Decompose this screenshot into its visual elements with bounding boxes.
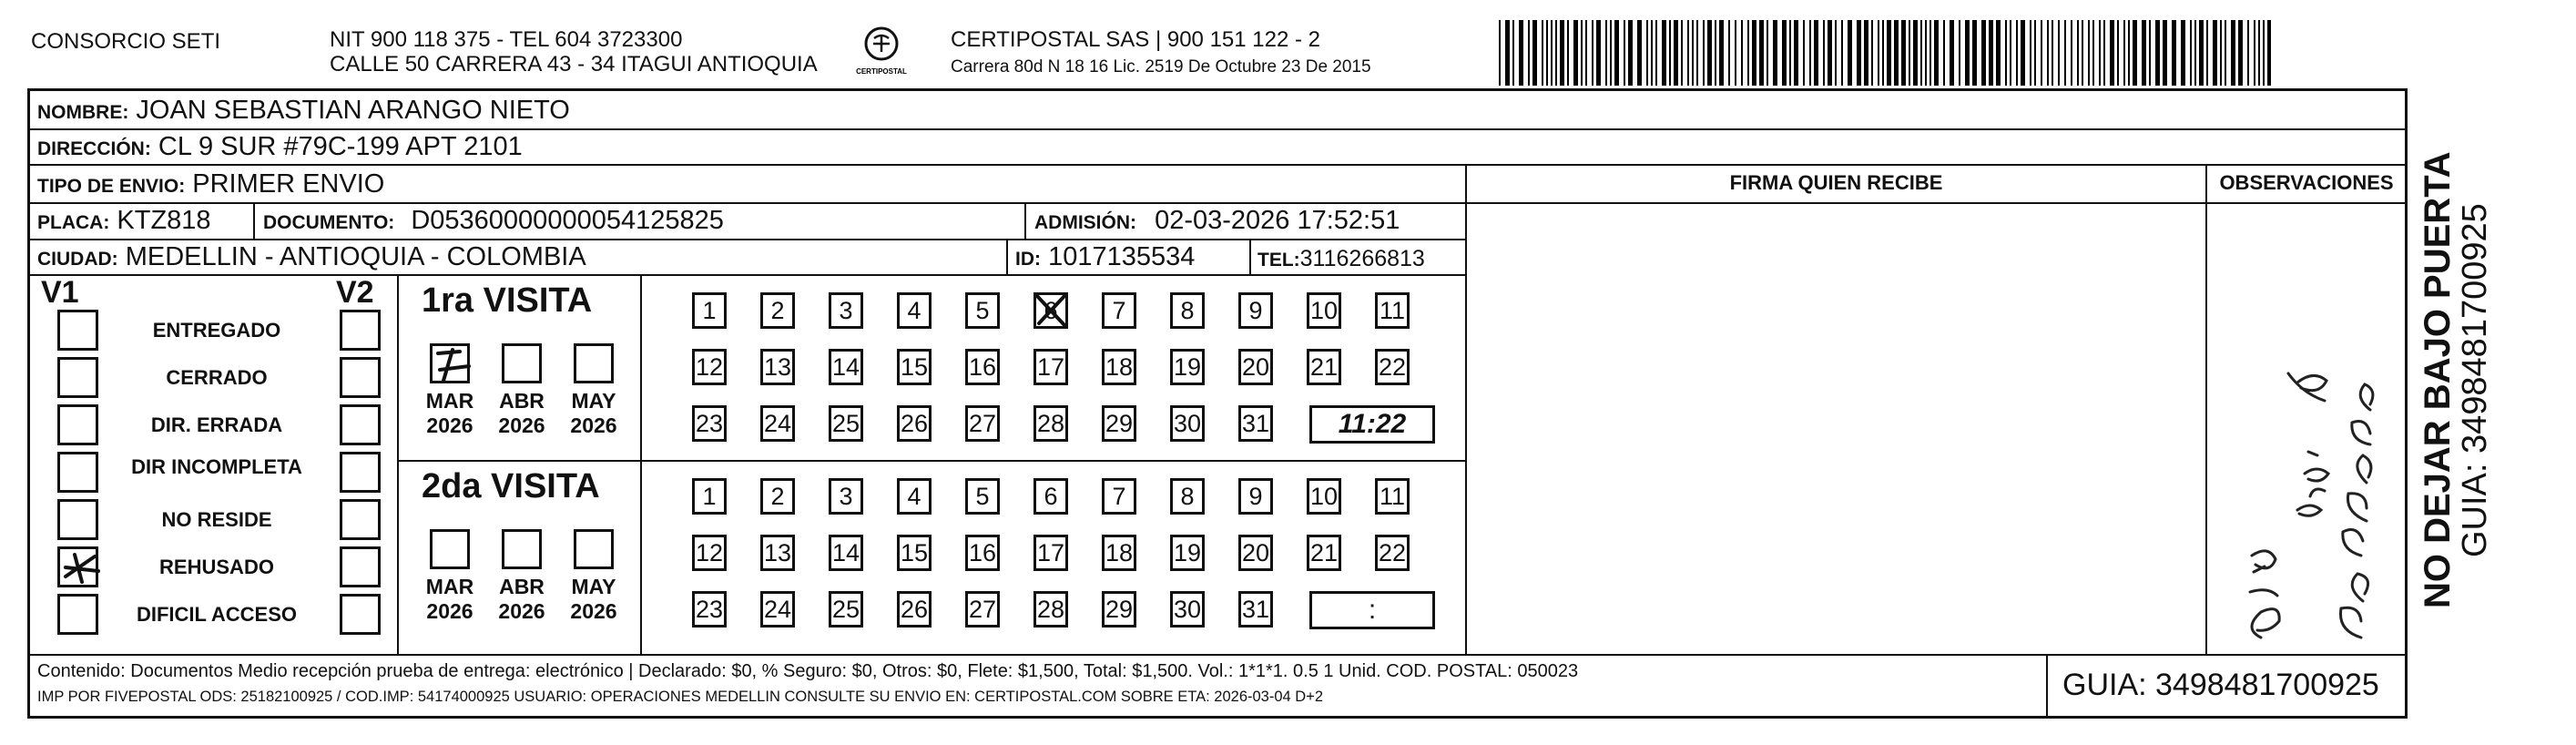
direccion-field bbox=[37, 132, 523, 164]
day-number: 12 bbox=[695, 352, 724, 381]
placa-value: KTZ818 bbox=[117, 206, 211, 235]
day-number: 30 bbox=[1173, 409, 1202, 437]
day-box[interactable] bbox=[760, 405, 795, 442]
day-number: 11 bbox=[1379, 482, 1406, 510]
status-v2-checkbox[interactable] bbox=[340, 404, 381, 445]
day-box[interactable] bbox=[965, 478, 1000, 515]
status-label: CERRADO bbox=[166, 366, 268, 389]
status-label: REHUSADO bbox=[159, 556, 274, 578]
day-box[interactable] bbox=[692, 535, 727, 571]
observaciones-header: OBSERVACIONES bbox=[2219, 171, 2394, 194]
day-number: 29 bbox=[1105, 409, 1134, 437]
nombre-field bbox=[37, 96, 570, 128]
day-number: 14 bbox=[831, 352, 860, 381]
barcode bbox=[1499, 20, 2271, 86]
day-box[interactable] bbox=[760, 478, 795, 515]
day-number: 7 bbox=[1112, 482, 1126, 510]
day-box[interactable] bbox=[1033, 349, 1068, 385]
month-caption bbox=[422, 389, 478, 438]
day-number: 4 bbox=[907, 296, 921, 324]
day-number: 22 bbox=[1378, 352, 1407, 381]
day-box[interactable] bbox=[692, 349, 727, 385]
day-box[interactable] bbox=[897, 292, 932, 329]
documento-value: D05360000000054125825 bbox=[411, 206, 724, 235]
day-box[interactable] bbox=[829, 591, 863, 628]
status-v2-checkbox[interactable] bbox=[340, 546, 381, 587]
day-number: 3 bbox=[839, 296, 853, 324]
day-box[interactable] bbox=[1033, 405, 1068, 442]
visit-title: 2da VISITA bbox=[422, 467, 600, 505]
ciudad-value: MEDELLIN - ANTIOQUIA - COLOMBIA bbox=[125, 242, 586, 271]
day-box[interactable] bbox=[1102, 478, 1136, 515]
day-box[interactable] bbox=[1307, 535, 1341, 571]
day-number: 20 bbox=[1241, 538, 1270, 566]
day-number: 27 bbox=[968, 595, 997, 623]
contenido-text: Contenido: Documentos Medio recepción prueba de entrega: electrónico | Declarado: $0, % Seguro: $0, Otros: $0, Flete: $1,500, Total: $1,500. Vol.: 1*1*1. 0.5 1 Unid. COD. POSTAL: 050023 bbox=[37, 661, 1579, 681]
month-checkbox[interactable] bbox=[430, 343, 470, 383]
year-label: 2026 bbox=[570, 599, 617, 623]
id-field bbox=[1015, 242, 1195, 274]
day-box[interactable] bbox=[1033, 292, 1068, 329]
status-v1-checkbox[interactable] bbox=[57, 499, 98, 540]
day-number: 24 bbox=[763, 595, 792, 623]
day-number: 3 bbox=[839, 482, 853, 510]
documento-label: DOCUMENTO: bbox=[263, 212, 395, 233]
day-box[interactable] bbox=[1238, 591, 1273, 628]
day-number: 25 bbox=[831, 409, 860, 437]
status-label: DIFICIL ACCESO bbox=[136, 603, 297, 626]
month-checkbox[interactable] bbox=[502, 529, 542, 569]
day-box[interactable] bbox=[1033, 591, 1068, 628]
day-number: 8 bbox=[1180, 296, 1195, 324]
carrier-line: CERTIPOSTAL SAS | 900 151 122 - 2 bbox=[951, 27, 1320, 52]
day-box[interactable] bbox=[760, 591, 795, 628]
admision-field bbox=[1034, 206, 1400, 238]
day-number: 21 bbox=[1309, 352, 1339, 381]
day-number: 16 bbox=[968, 352, 997, 381]
address-line: CALLE 50 CARRERA 43 - 34 ITAGUI ANTIOQUIA bbox=[330, 52, 818, 77]
day-box[interactable] bbox=[1033, 478, 1068, 515]
admision-value: 02-03-2026 17:52:51 bbox=[1155, 206, 1400, 235]
imp-text: IMP POR FIVEPOSTAL ODS: 25182100925 / COD.IMP: 54174000925 USUARIO: OPERACIONES MEDELLIN CONSULTE SU ENVIO EN: CERTIPOSTAL.COM SOBRE ETA: 2026-03-04 D+2 bbox=[37, 689, 1324, 705]
day-number: 13 bbox=[763, 352, 792, 381]
license-line: Carrera 80d N 18 16 Lic. 2519 De Octubre 23 De 2015 bbox=[951, 57, 1371, 77]
v1-label: V1 bbox=[41, 275, 79, 310]
day-number: 22 bbox=[1378, 538, 1407, 566]
day-number: 15 bbox=[900, 352, 929, 381]
day-number: 26 bbox=[900, 409, 929, 437]
day-box[interactable] bbox=[829, 349, 863, 385]
status-label: ENTREGADO bbox=[152, 319, 281, 342]
status-v1-checkbox[interactable] bbox=[57, 404, 98, 445]
day-box[interactable] bbox=[965, 535, 1000, 571]
day-number: 25 bbox=[831, 595, 860, 623]
month-checkbox[interactable] bbox=[502, 343, 542, 383]
month-caption bbox=[494, 389, 550, 438]
month-label: MAR bbox=[425, 389, 474, 413]
day-box[interactable] bbox=[1170, 292, 1205, 329]
day-box[interactable] bbox=[829, 292, 863, 329]
day-number: 27 bbox=[968, 409, 997, 437]
year-label: 2026 bbox=[498, 599, 545, 623]
day-number: 10 bbox=[1309, 482, 1339, 510]
visit-title: 1ra VISITA bbox=[422, 281, 593, 320]
year-label: 2026 bbox=[426, 599, 473, 623]
status-v1-checkbox[interactable] bbox=[57, 594, 98, 635]
day-number: 26 bbox=[900, 595, 929, 623]
day-box[interactable] bbox=[1375, 349, 1410, 385]
day-box[interactable] bbox=[965, 349, 1000, 385]
day-box[interactable] bbox=[692, 591, 727, 628]
day-number: 17 bbox=[1036, 352, 1065, 381]
day-box[interactable] bbox=[1102, 535, 1136, 571]
status-v2-checkbox[interactable] bbox=[340, 452, 381, 493]
handwritten-observation bbox=[2234, 282, 2388, 647]
month-caption bbox=[565, 575, 622, 624]
id-value: 1017135534 bbox=[1048, 242, 1196, 271]
month-label: ABR bbox=[499, 389, 545, 413]
day-box[interactable] bbox=[1170, 591, 1205, 628]
day-number: 18 bbox=[1105, 538, 1134, 566]
day-box[interactable] bbox=[1102, 591, 1136, 628]
day-box[interactable] bbox=[897, 591, 932, 628]
year-label: 2026 bbox=[498, 413, 545, 437]
day-box[interactable] bbox=[1170, 349, 1205, 385]
month-checkbox[interactable] bbox=[574, 343, 614, 383]
day-number: 29 bbox=[1105, 595, 1134, 623]
day-box[interactable] bbox=[1102, 349, 1136, 385]
day-number: 1 bbox=[702, 482, 717, 510]
day-box[interactable] bbox=[1307, 349, 1341, 385]
day-number: 19 bbox=[1173, 352, 1202, 381]
no-dejar-text: NO DEJAR BAJO PUERTA bbox=[2418, 151, 2458, 608]
footer-guia: GUIA: 3498481700925 bbox=[2062, 668, 2379, 702]
nit-line: NIT 900 118 375 - TEL 604 3723300 bbox=[330, 27, 683, 52]
placa-label: PLACA: bbox=[37, 212, 110, 233]
day-number: 21 bbox=[1309, 538, 1339, 566]
tipo-label: TIPO DE ENVIO: bbox=[37, 176, 186, 197]
day-box[interactable] bbox=[1170, 535, 1205, 571]
day-box[interactable] bbox=[829, 405, 863, 442]
day-box[interactable] bbox=[1170, 405, 1205, 442]
day-box[interactable] bbox=[1238, 478, 1273, 515]
day-number: 28 bbox=[1036, 409, 1065, 437]
day-number: 19 bbox=[1173, 538, 1202, 566]
status-v2-checkbox[interactable] bbox=[340, 357, 381, 398]
day-number: 9 bbox=[1248, 296, 1263, 324]
day-box[interactable] bbox=[965, 292, 1000, 329]
day-box[interactable] bbox=[829, 535, 863, 571]
day-number: 4 bbox=[907, 482, 921, 510]
tipo-field bbox=[37, 169, 384, 201]
day-number: 15 bbox=[900, 538, 929, 566]
day-number: 31 bbox=[1241, 409, 1270, 437]
day-box[interactable] bbox=[897, 349, 932, 385]
day-box[interactable] bbox=[1375, 292, 1410, 329]
nombre-value: JOAN SEBASTIAN ARANGO NIETO bbox=[136, 96, 570, 125]
day-number: 2 bbox=[770, 296, 785, 324]
firma-header: FIRMA QUIEN RECIBE bbox=[1729, 171, 1943, 194]
day-number: 9 bbox=[1248, 482, 1263, 510]
month-checkbox[interactable] bbox=[430, 529, 470, 569]
day-number: 16 bbox=[968, 538, 997, 566]
tel-field bbox=[1257, 244, 1425, 275]
status-label: NO RESIDE bbox=[161, 508, 272, 531]
day-box[interactable] bbox=[692, 478, 727, 515]
month-label: MAY bbox=[571, 575, 616, 598]
day-number: 18 bbox=[1105, 352, 1134, 381]
day-box[interactable] bbox=[760, 349, 795, 385]
day-box[interactable] bbox=[1375, 535, 1410, 571]
day-number: 12 bbox=[695, 538, 724, 566]
delivery-form bbox=[27, 88, 2408, 719]
day-number: 31 bbox=[1241, 595, 1270, 623]
day-box[interactable] bbox=[760, 292, 795, 329]
day-number: 11 bbox=[1379, 296, 1406, 324]
visit-time-box[interactable]: : bbox=[1309, 591, 1435, 629]
admision-label: ADMISIÓN: bbox=[1034, 212, 1136, 233]
status-v1-checkbox[interactable] bbox=[57, 310, 98, 351]
day-number: 14 bbox=[831, 538, 860, 566]
certipostal-logo bbox=[854, 24, 909, 82]
day-box[interactable] bbox=[1238, 405, 1273, 442]
day-number: 1 bbox=[702, 296, 717, 324]
day-box[interactable] bbox=[829, 478, 863, 515]
company-name: CONSORCIO SETI bbox=[31, 29, 221, 54]
day-number: 20 bbox=[1241, 352, 1270, 381]
day-number: 6 bbox=[1044, 482, 1058, 510]
day-box[interactable] bbox=[897, 405, 932, 442]
day-number: 7 bbox=[1112, 296, 1126, 324]
tipo-value: PRIMER ENVIO bbox=[192, 169, 385, 199]
day-number: 5 bbox=[975, 482, 990, 510]
nombre-label: NOMBRE: bbox=[37, 102, 129, 123]
day-number: 5 bbox=[975, 296, 990, 324]
day-box[interactable] bbox=[1170, 478, 1205, 515]
month-checkbox[interactable] bbox=[574, 529, 614, 569]
day-box[interactable] bbox=[897, 478, 932, 515]
day-box[interactable] bbox=[1102, 292, 1136, 329]
year-label: 2026 bbox=[570, 413, 617, 437]
day-box[interactable] bbox=[897, 535, 932, 571]
day-box[interactable] bbox=[1102, 405, 1136, 442]
day-box[interactable] bbox=[965, 405, 1000, 442]
day-number: 23 bbox=[695, 409, 724, 437]
day-box[interactable] bbox=[692, 292, 727, 329]
month-label: MAR bbox=[425, 575, 474, 598]
year-label: 2026 bbox=[426, 413, 473, 437]
day-number: 30 bbox=[1173, 595, 1202, 623]
day-box[interactable] bbox=[965, 591, 1000, 628]
logo-text: CERTIPOSTAL bbox=[856, 67, 907, 76]
status-v1-checkbox[interactable] bbox=[57, 357, 98, 398]
day-number: 23 bbox=[695, 595, 724, 623]
ciudad-field bbox=[37, 242, 586, 274]
month-label: ABR bbox=[499, 575, 545, 598]
day-box[interactable] bbox=[1238, 535, 1273, 571]
day-box[interactable] bbox=[692, 405, 727, 442]
day-number: 10 bbox=[1309, 296, 1339, 324]
day-number: 6 bbox=[1044, 296, 1058, 324]
v2-label: V2 bbox=[336, 275, 374, 310]
day-box[interactable] bbox=[1307, 478, 1341, 515]
tel-value: 3116266813 bbox=[1299, 246, 1425, 271]
day-check-mark bbox=[1033, 292, 1068, 329]
day-box[interactable] bbox=[760, 535, 795, 571]
day-number: 8 bbox=[1180, 482, 1195, 510]
day-box[interactable] bbox=[1375, 478, 1410, 515]
status-label: DIR INCOMPLETA bbox=[131, 455, 302, 478]
day-box[interactable] bbox=[1033, 535, 1068, 571]
day-number: 2 bbox=[770, 482, 785, 510]
status-v1-checkbox[interactable] bbox=[57, 546, 98, 587]
month-caption bbox=[422, 575, 478, 624]
status-v2-checkbox[interactable] bbox=[340, 499, 381, 540]
day-number: 28 bbox=[1036, 595, 1065, 623]
day-box[interactable] bbox=[1307, 292, 1341, 329]
status-v1-checkbox[interactable] bbox=[57, 452, 98, 493]
direccion-value: CL 9 SUR #79C-199 APT 2101 bbox=[158, 132, 523, 161]
side-guia: GUIA: 3498481700925 bbox=[2456, 203, 2494, 557]
month-caption bbox=[494, 575, 550, 624]
documento-field bbox=[263, 206, 724, 238]
tel-label: TEL: bbox=[1257, 250, 1300, 270]
day-number: 24 bbox=[763, 409, 792, 437]
id-label: ID: bbox=[1015, 249, 1041, 270]
day-number: 17 bbox=[1036, 538, 1065, 566]
month-label: MAY bbox=[571, 389, 616, 413]
status-v2-checkbox[interactable] bbox=[340, 310, 381, 351]
ciudad-label: CIUDAD: bbox=[37, 249, 118, 270]
day-box[interactable] bbox=[1238, 292, 1273, 329]
placa-field bbox=[37, 206, 211, 238]
status-v2-checkbox[interactable] bbox=[340, 594, 381, 635]
month-caption bbox=[565, 389, 622, 438]
day-number: 13 bbox=[763, 538, 792, 566]
day-box[interactable] bbox=[1238, 349, 1273, 385]
status-label: DIR. ERRADA bbox=[150, 413, 283, 436]
direccion-label: DIRECCIÓN: bbox=[37, 138, 151, 159]
visit-time-box[interactable]: 11:22 bbox=[1309, 405, 1435, 444]
